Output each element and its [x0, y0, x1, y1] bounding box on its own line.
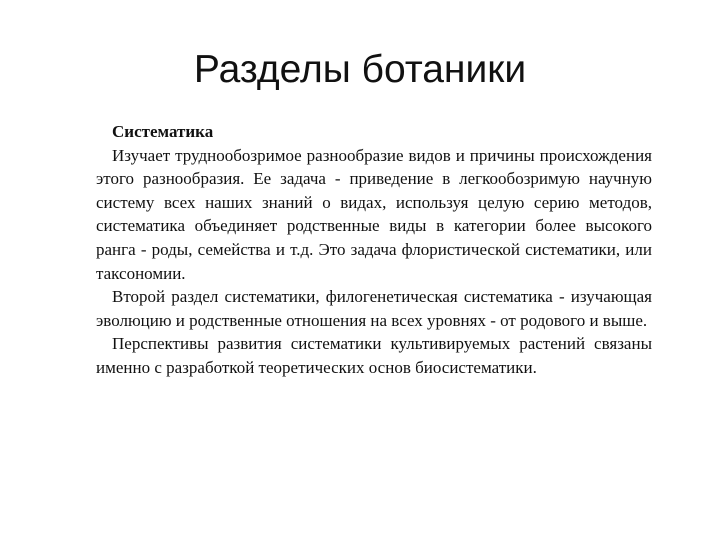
paragraph-phylogenetic: Второй раздел систематики, филогенетическая систематика - изучающая эволюцию и родственные отношения на всех уровнях - от родового и выше.	[96, 287, 652, 330]
paragraph-intro: Изучает труднообозримое разнообразие видов и причины происхождения этого разнообразия. Ее задача - приведение в легкообозримую научную систему всех наших знаний о видах, используя целую серию методов, систематика объединяет родственные виды в категории более высокого ранга - роды, семейства и т.д. Это задача флористической систематики, или таксономии.	[96, 145, 652, 283]
slide-body	[96, 120, 652, 380]
slide-title: Разделы ботаники	[193, 48, 527, 91]
paragraph-perspectives: Перспективы развития систематики культивируемых растений связаны именно с разработкой теоретических основ биосистематики.	[96, 334, 652, 377]
section-heading: Систематика	[112, 122, 214, 141]
